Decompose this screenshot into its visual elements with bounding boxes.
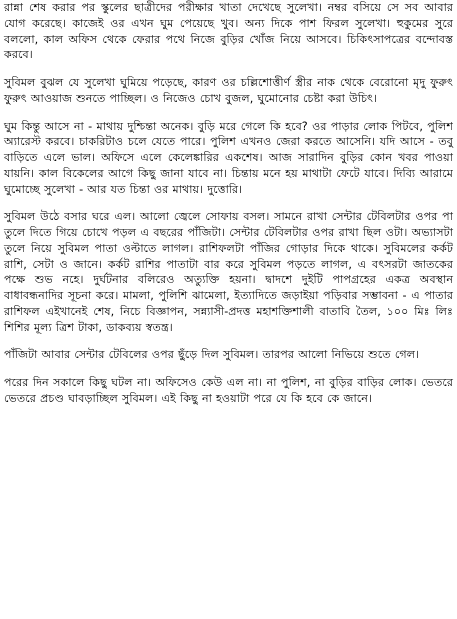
paragraph-subimal-worries: ঘুম কিন্তু আসে না - মাথায় দুশ্চিন্তা অনেক। বুড়ি মরে গেলে কি হবে? ওর পাড়ার লোক পিটবে, পুলিশ অ্যারেস্ট করবে। চাকরিটাও চলে যেতে পারে। পুলিশ এখনও জেরা করতে আসেনি। যদি আসে - তবু বাড়িতে এলে ভাল। অফিসে এলে কেলেঙ্কারির একশেষ। আজ সারাদিন বুড়ির কোন খবর পাওয়া যায়নি। কাল বিকেলের আগে কিছু জানা যাবে না। চিন্তায় মনে হয় মাথাটা ফেটে যাবে। দিব্যি আরামে ঘুমোচ্ছে সুলেখা - আর যত চিন্তা ওর মাথায়। দুত্তোরি। (4, 119, 453, 196)
paragraph-subimal-sleep: সুবিমল বুঝল যে সুলেখা ঘুমিয়ে পড়েছে, কারণ ওর চল্লিশোত্তীর্ণ স্ত্রীর নাক থেকে বেরোনো মৃদু ফুরুৎ ফুরুৎ আওয়াজ শুনতে পাচ্ছিল। ও নিজেও চোখ বুজল, ঘুমোনোর চেষ্টা করা উচিৎ। (4, 76, 453, 105)
paragraph-next-day: পরের দিন সকালে কিছু ঘটল না। অফিসেও কেউ এল না। না পুলিশ, না বুড়ির বাড়ির লোক। ভেতরে ভেতরে প্রচণ্ড ঘাবড়াচ্ছিল সুবিমল। এই কিছু না হওয়াটা পরে যে কি হবে কে জানে। (4, 376, 453, 405)
paragraph-horoscope-reading: সুবিমল উঠে বসার ঘরে এল। আলো জ্বেলে সোফায় বসল। সামনে রাখা সেন্টার টেবিলটার ওপর পা তুলে দিতে গিয়ে চোখে পড়ল এ বছরের পাঁজিটা। সেন্টার টেবিলটার ওপর রাখা ছিল ওটা। অভ্যাসটা তুলে নিয়ে সুবিমল পাতা ওল্টাতে লাগল। রাশিফলটা পাঁজির গোড়ার দিকে থাকে। সুবিমলের কর্কট রাশি, সেটা ও জানে। কর্কট রাশির পাতাটা বার করে সুবিমল পড়তে লাগল, এ বৎসরটা জাতকের পক্ষে শুভ নহে। দুর্ঘটনার বলিরেও অত্যুক্তি হয়না। দ্বাদশে দুইটি পাপগ্রহের একত্র অবস্থান বাধাবন্ধনাদির সূচনা করে। মামলা, পুলিশি ঝামেলা, ইত্যাদিতে জড়াইয়া পড়িবার সম্ভাবনা - এ পাতার রাশিফল এইখানেই শেষ, নিচে বিজ্ঞাপন, সন্ন্যাসী-প্রদত্ত মহাশক্তিশালী বাতাবি তৈল, ১০০ মিঃ লিঃ শিশির মূল্য ত্রিশ টাকা, ডাকব্যয় স্বতন্ত্র। (4, 210, 453, 334)
paragraph-sulekha-instructions: রান্না শেষ করার পর স্কুলের ছাত্রীদের পরীক্ষার খাতা দেখেছে সুলেখা। নম্বর বসিয়ে সে সব আবার যোগ করেছে। কাজেই ওর এখন ঘুম পেয়েছে খুব। অন্য দিকে পাশ ফিরল সুলেখা। হুকুমের সুরে বললো, কাল অফিস থেকে ফেরার পথে নিজে বুড়ির খোঁজ নিয়ে আসবে। চিকিৎসাপত্রের বন্দোবস্ত করবে। (4, 1, 453, 62)
paragraph-almanac-tossed: পাঁজিটা আবার সেন্টার টেবিলের ওপর ছুঁড়ে দিল সুবিমল। তারপর আলো নিভিয়ে শুতে গেল। (4, 348, 420, 362)
